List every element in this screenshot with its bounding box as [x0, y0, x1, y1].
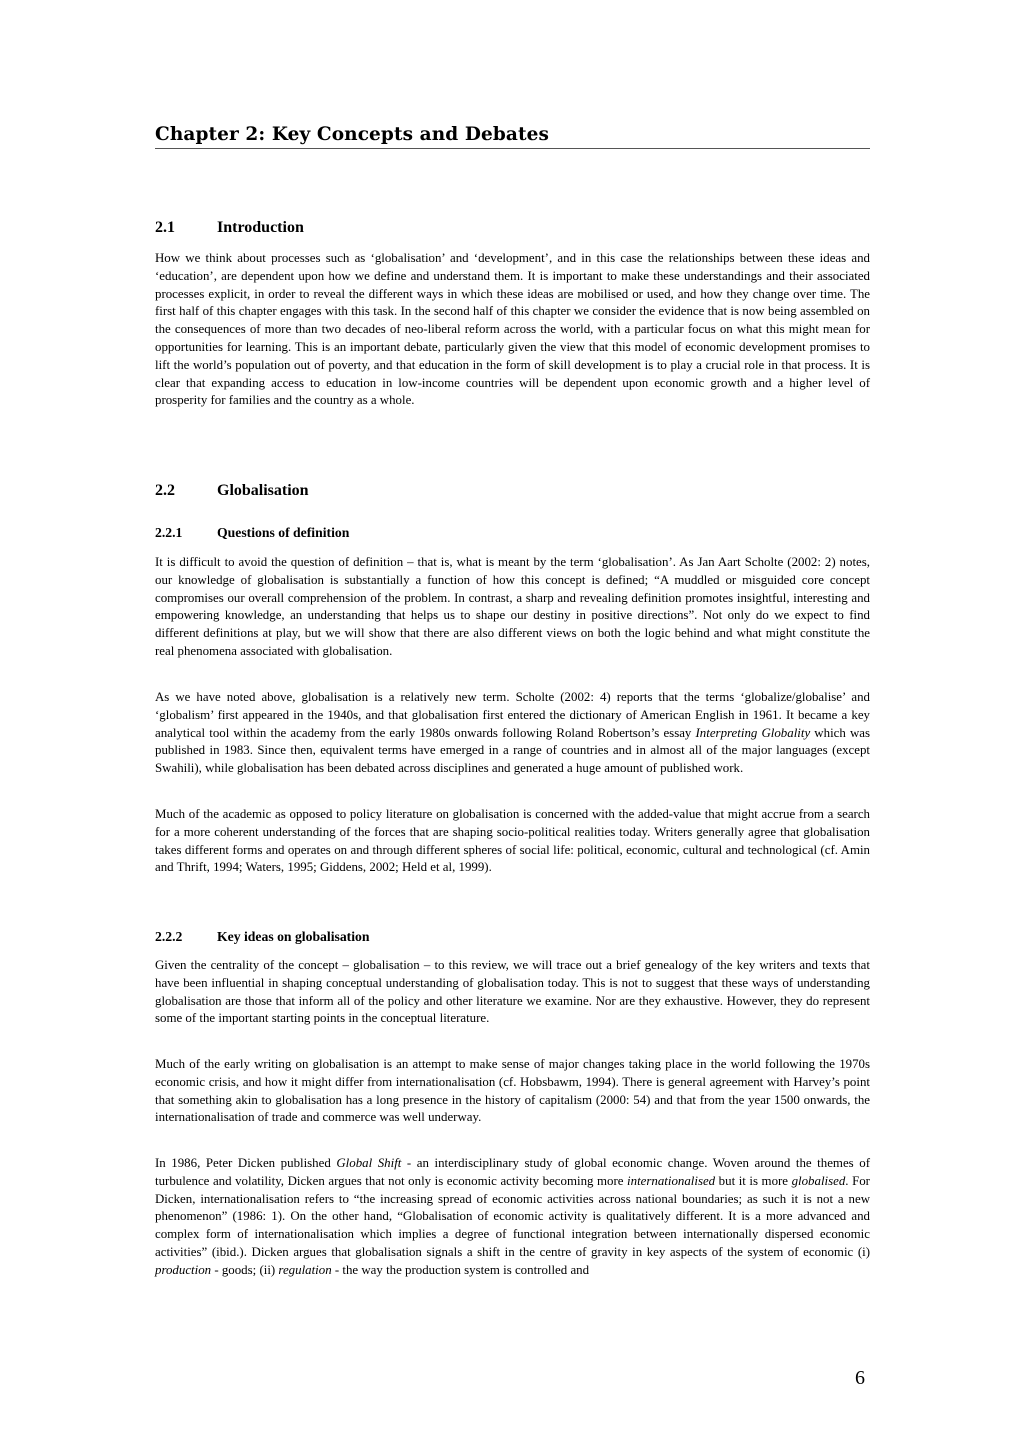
- book-title: Global Shift: [336, 1156, 402, 1170]
- chapter-title: Chapter 2: Key Concepts and Debates: [155, 124, 870, 149]
- subsection-heading-definition: [155, 525, 349, 541]
- key-ideas-paragraph-1: Given the centrality of the concept – globalisation – to this review, we will trace out a brief genealogy of the key writers and texts that have been influential in shaping conceptual understanding of globalisation today. This is not to suggest that these ways of understanding globalisation are those that inform all of the policy and other literature we examine. Nor are they exhaustive. However, they do represent some of the important starting points in the conceptual literature.: [155, 958, 870, 1026]
- page-number: 6: [855, 1367, 865, 1389]
- subsection-title: Key ideas on globalisation: [217, 929, 370, 944]
- subsection-title: Questions of definition: [217, 525, 350, 540]
- text-run: - the way the production system is controlled and: [331, 1262, 590, 1277]
- subsection-heading-key-ideas: [155, 929, 370, 945]
- text-run: . For Dicken, internationalisation refers to “the increasing spread of economic activities across national boundaries; as such it is not a new phenomenon” (1986: 1). On the other hand, “Globalisation of economic activity is qualitatively different. It is a more advanced and complex form of internationalisation which implies a degree of functional integration between internationally dispersed economic activities” (ibid.). Dicken argues that globalisation signals a shift in the centre of gravity in key aspects of the system of economic (i): [155, 1173, 870, 1259]
- subsection-number: 2.2.1: [155, 525, 183, 540]
- text-run: In 1986, Peter Dicken published: [155, 1156, 337, 1170]
- emphasis: production: [155, 1262, 212, 1277]
- text-run: - an interdisciplinary study of global economic change. Woven around the themes of turbulence and volatility, Dicken argues that not only is economic activity becoming more: [155, 1156, 870, 1188]
- emphasis: regulation: [278, 1262, 332, 1277]
- essay-title: Interpreting Globality: [695, 725, 811, 740]
- section-number: 2.2: [155, 482, 175, 499]
- section-number: 2.1: [155, 219, 175, 236]
- key-ideas-paragraph-2: Much of the early writing on globalisation is an attempt to make sense of major changes taking place in the world following the 1970s economic crisis, and how it might differ from internationalisation (cf. Hobsbawm, 1994). There is general agreement with Harvey’s point that something akin to globalisation has a long presence in the history of capitalism (2000: 54) and that from the year 1500 onwards, the internationalisation of trade and commerce was well underway.: [155, 1057, 870, 1125]
- text-run: As we have noted above, globalisation is a relatively new term. Scholte (2002: 4) reports that the terms ‘globalize/globalise’ and ‘globalism’ first appeared in the 1940s, and that globalisation first entered the dictionary of American English in 1961. It became a key analytical tool within the academy from the early 1980s onwards following Roland Robertson’s essay: [155, 690, 870, 740]
- emphasis: internationalised: [627, 1173, 716, 1188]
- text-run: - goods; (ii): [211, 1262, 279, 1277]
- intro-paragraph-1: How we think about processes such as ‘globalisation’ and ‘development’, and in this case the relationships between these ideas and ‘education’, are dependent upon how we define and understand them. It is important to make these understandings and their associated processes explicit, in order to reveal the different ways in which these ideas are mobilised or used, and how they change over time. The first half of this chapter engages with this task. In the second half of this chapter we consider the evidence that is now being assembled on the consequences of more than two decades of neo-liberal reform across the world, with a particular focus on what this might mean for opportunities for learning. This is an important debate, particularly given the view that this model of economic development promises to lift the world’s population out of poverty, and that education in the form of skill development is to play a crucial role in that process. It is clear that expanding access to education in low-income countries will be dependent upon economic growth and a higher level of prosperity for families and the country as a whole.: [155, 251, 870, 408]
- section-title: Introduction: [217, 219, 304, 236]
- emphasis: globalised: [791, 1173, 846, 1188]
- definition-paragraph-1: It is difficult to avoid the question of definition – that is, what is meant by the term ‘globalisation’. As Jan Aart Scholte (2002: 2) notes, our knowledge of globalisation is substantially a function of how this concept is defined; “A muddled or misguided core concept compromises our overall comprehension of the problem. In contrast, a sharp and revealing definition promotes insightful, interesting and empowering knowledge, an understanding that helps us to shape our destiny in positive directions”. Not only do we expect to find different definitions at play, but we will show that there are also different views on both the logic behind and what might constitute the real phenomena associated with globalisation.: [155, 555, 870, 658]
- section-heading-introduction: [155, 219, 304, 237]
- text-run: which was published in 1983. Since then, equivalent terms have emerged in a range of countries and in almost all of the major languages (except Swahili), while globalisation has been debated across disciplines and generated a huge amount of published work.: [155, 725, 870, 776]
- definition-paragraph-3: Much of the academic as opposed to policy literature on globalisation is concerned with the added-value that might accrue from a search for a more coherent understanding of the forces that are shaping socio-political realities today. Writers generally agree that globalisation takes different forms and operates on and through different spheres of social life: political, economic, cultural and technological (cf. Amin and Thrift, 1994; Waters, 1995; Giddens, 2002; Held et al, 1999).: [155, 807, 870, 875]
- definition-paragraph-2: [155, 689, 870, 778]
- section-title: Globalisation: [217, 482, 309, 499]
- text-run: but it is more: [715, 1173, 792, 1188]
- key-ideas-paragraph-3: [155, 1155, 870, 1280]
- section-heading-globalisation: [155, 482, 309, 500]
- subsection-number: 2.2.2: [155, 929, 183, 944]
